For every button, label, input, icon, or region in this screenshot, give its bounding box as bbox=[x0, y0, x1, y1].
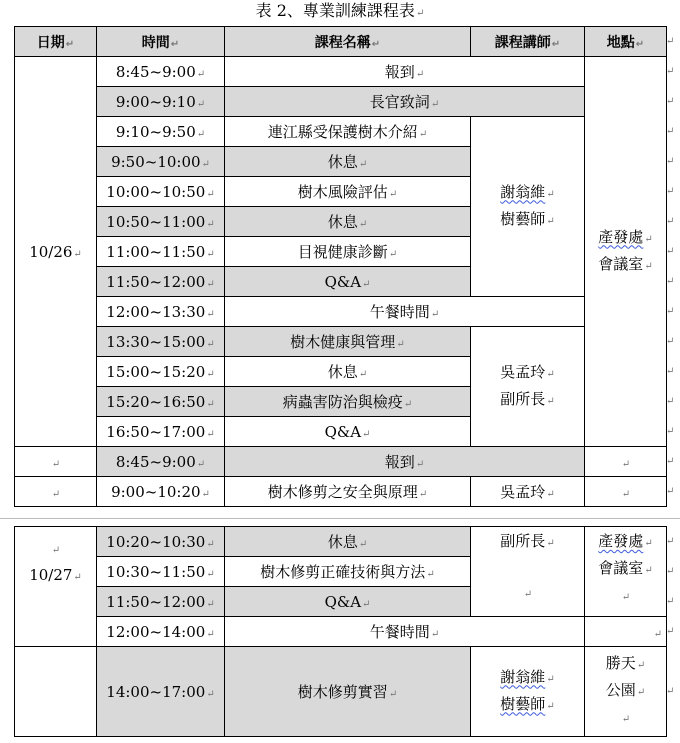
row-end-mark: ↵ bbox=[666, 126, 675, 137]
course-cell: 樹木修剪之安全與原理↵ bbox=[225, 477, 471, 507]
row-end-mark: ↵ bbox=[666, 36, 675, 47]
row-end-mark: ↵ bbox=[666, 536, 675, 547]
course-cell: Q&A↵ bbox=[225, 587, 471, 617]
time-cell: 13:30~15:00↵ bbox=[97, 327, 225, 357]
time-cell: 15:20~16:50↵ bbox=[97, 387, 225, 417]
row-end-marks bbox=[666, 0, 678, 743]
row-end-mark: ↵ bbox=[666, 566, 675, 577]
date-cell-empty: ↵ bbox=[15, 477, 97, 507]
instructor-cell: 吳孟玲↵ bbox=[471, 477, 585, 507]
time-cell: 12:00~13:30↵ bbox=[97, 297, 225, 327]
date-cell-empty: ↵ bbox=[15, 447, 97, 477]
time-cell: 11:50~12:00↵ bbox=[97, 587, 225, 617]
course-cell: 病蟲害防治與檢疫↵ bbox=[225, 387, 471, 417]
instructor-cell: 副所長↵ ↵ bbox=[471, 527, 585, 617]
row-end-mark: ↵ bbox=[666, 246, 675, 257]
table-row bbox=[15, 447, 667, 477]
header-date: 日期↵ bbox=[15, 27, 97, 57]
time-cell: 8:45~9:00↵ bbox=[97, 57, 225, 87]
table-row bbox=[15, 477, 667, 507]
table-row bbox=[15, 117, 667, 147]
date-cell: ↵ 10/27↵ bbox=[15, 527, 97, 647]
time-cell: 10:50~11:00↵ bbox=[97, 207, 225, 237]
row-end-mark: ↵ bbox=[666, 186, 675, 197]
time-cell: 11:50~12:00↵ bbox=[97, 267, 225, 297]
course-cell: 休息↵ bbox=[225, 147, 471, 177]
course-cell: 連江縣受保護樹木介紹↵ bbox=[225, 117, 471, 147]
header-location: 地點↵ bbox=[585, 27, 667, 57]
row-end-mark: ↵ bbox=[666, 426, 675, 437]
schedule-table-page1 bbox=[14, 26, 667, 507]
table-row bbox=[15, 57, 667, 87]
time-cell: 9:00~9:10↵ bbox=[97, 87, 225, 117]
time-cell: 9:00~10:20↵ bbox=[97, 477, 225, 507]
course-cell: 樹木健康與管理↵ bbox=[225, 327, 471, 357]
course-cell: 報到↵ bbox=[225, 447, 585, 477]
row-end-mark: ↵ bbox=[666, 216, 675, 227]
time-cell: 10:20~10:30↵ bbox=[97, 527, 225, 557]
table-row bbox=[15, 617, 667, 647]
header-row bbox=[15, 27, 667, 57]
row-end-mark: ↵ bbox=[666, 336, 675, 347]
course-cell: 樹木修剪實習↵ bbox=[225, 647, 471, 737]
location-cell: 產發處↵ 會議室↵ ↵ bbox=[585, 527, 667, 617]
row-end-mark: ↵ bbox=[666, 396, 675, 407]
row-end-mark: ↵ bbox=[666, 156, 675, 167]
location-cell-empty: ↵ bbox=[585, 617, 667, 647]
table-row bbox=[15, 87, 667, 117]
page-break-line bbox=[0, 518, 680, 519]
course-cell: 午餐時間↵ bbox=[225, 297, 585, 327]
location-cell-empty: ↵ bbox=[585, 477, 667, 507]
header-time: 時間↵ bbox=[97, 27, 225, 57]
row-end-mark: ↵ bbox=[666, 486, 675, 497]
course-cell: 目視健康診斷↵ bbox=[225, 237, 471, 267]
location-cell-empty: ↵ bbox=[585, 447, 667, 477]
location-cell: 產發處↵ 會議室↵ bbox=[585, 57, 667, 447]
header-course: 課程名稱↵ bbox=[225, 27, 471, 57]
course-cell: 長官致詞↵ bbox=[225, 87, 585, 117]
table-row bbox=[15, 297, 667, 327]
header-instructor: 課程講師↵ bbox=[471, 27, 585, 57]
row-end-mark: ↵ bbox=[666, 306, 675, 317]
table-row bbox=[15, 647, 667, 737]
row-end-mark: ↵ bbox=[666, 276, 675, 287]
table-row bbox=[15, 327, 667, 357]
table-row bbox=[15, 527, 667, 557]
time-cell: 12:00~14:00↵ bbox=[97, 617, 225, 647]
row-end-mark: ↵ bbox=[666, 456, 675, 467]
date-cell-empty bbox=[15, 647, 97, 737]
time-cell: 10:00~10:50↵ bbox=[97, 177, 225, 207]
course-cell: Q&A↵ bbox=[225, 417, 471, 447]
course-cell: 休息↵ bbox=[225, 357, 471, 387]
time-cell: 10:30~11:50↵ bbox=[97, 557, 225, 587]
schedule-table-page2 bbox=[14, 526, 667, 737]
time-cell: 9:50~10:00↵ bbox=[97, 147, 225, 177]
course-cell: Q&A↵ bbox=[225, 267, 471, 297]
course-cell: 午餐時間↵ bbox=[225, 617, 585, 647]
course-cell: 樹木修剪正確技術與方法↵ bbox=[225, 557, 471, 587]
row-end-mark: ↵ bbox=[666, 366, 675, 377]
instructor-cell: 吳孟玲↵ 副所長↵ bbox=[471, 327, 585, 447]
table-title: 表 2、專業訓練課程表↵ bbox=[255, 1, 425, 20]
date-cell: 10/26↵ bbox=[15, 57, 97, 447]
time-cell: 8:45~9:00↵ bbox=[97, 447, 225, 477]
time-cell: 11:00~11:50↵ bbox=[97, 237, 225, 267]
time-cell: 16:50~17:00↵ bbox=[97, 417, 225, 447]
time-cell: 14:00~17:00↵ bbox=[97, 647, 225, 737]
row-end-mark: ↵ bbox=[666, 66, 675, 77]
course-cell: 報到↵ bbox=[225, 57, 585, 87]
course-cell: 休息↵ bbox=[225, 527, 471, 557]
instructor-cell: 謝翁維↵ 樹藝師↵ bbox=[471, 647, 585, 737]
course-cell: 休息↵ bbox=[225, 207, 471, 237]
row-end-mark: ↵ bbox=[666, 596, 675, 607]
instructor-cell: 謝翁維↵ 樹藝師↵ bbox=[471, 117, 585, 297]
row-end-mark: ↵ bbox=[666, 626, 675, 637]
course-cell: 樹木風險評估↵ bbox=[225, 177, 471, 207]
time-cell: 9:10~9:50↵ bbox=[97, 117, 225, 147]
time-cell: 15:00~15:20↵ bbox=[97, 357, 225, 387]
location-cell: 勝天↵ 公園↵ ↵ bbox=[585, 647, 667, 737]
row-end-mark: ↵ bbox=[666, 686, 675, 697]
row-end-mark: ↵ bbox=[666, 96, 675, 107]
